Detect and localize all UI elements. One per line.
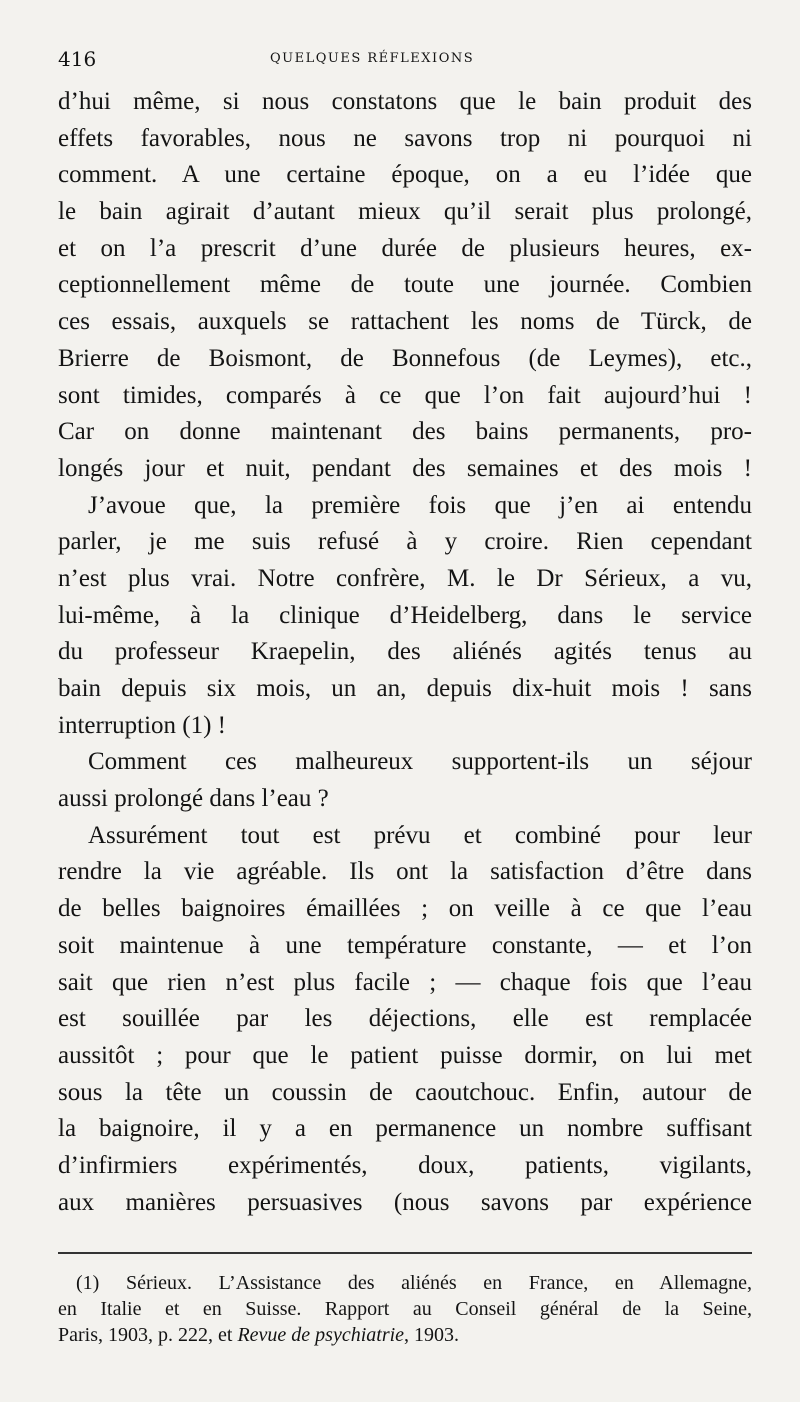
text-line: longés jour et nuit, pendant des semaines et des mois !	[58, 454, 752, 482]
text-line: Car on donne maintenant des bains permanents, pro-	[58, 418, 752, 446]
footnote-line	[58, 1322, 752, 1348]
text-line: Assurément tout est prévu et combiné pour leur	[88, 821, 752, 849]
text-line: bain depuis six mois, un an, depuis dix-huit mois ! sans	[58, 675, 752, 702]
footnote	[58, 1270, 752, 1348]
text-line: la baignoire, il y a en permanence un nombre suffisant	[58, 1115, 752, 1143]
text-line: et on l’a prescrit d’une durée de plusieurs heures, ex-	[58, 234, 752, 262]
text-line: sous la tête un coussin de caoutchouc. Enfin, autour de	[58, 1078, 752, 1106]
journal-title: Revue de psychiatrie	[237, 1324, 405, 1346]
running-title: QUELQUES RÉFLEXIONS	[270, 51, 475, 66]
text-line: ceptionnellement même de toute une journée. Combien	[58, 271, 752, 299]
body-text	[58, 84, 752, 1221]
footnote-line: en Italie et en Suisse. Rapport au Conseil général de la Seine,	[58, 1298, 752, 1320]
text-line: d’infirmiers expérimentés, doux, patients, vigilants,	[58, 1151, 752, 1179]
text-line: aux manières persuasives (nous savons par expérience	[58, 1188, 752, 1216]
text-line: aussitôt ; pour que le patient puisse dormir, on lui met	[58, 1041, 752, 1069]
text-line: Comment ces malheureux supportent-ils un séjour	[88, 748, 752, 776]
page-number: 416	[58, 47, 97, 71]
footnote-line: (1) Sérieux. L’Assistance des aliénés en France, en Allemagne,	[76, 1272, 752, 1294]
text-line: comment. A une certaine époque, on a eu l’idée que	[58, 161, 752, 189]
text-line: ces essais, auxquels se rattachent les noms de Türck, de	[58, 308, 752, 336]
text-line: n’est plus vrai. Notre confrère, M. le Dr Sérieux, a vu,	[58, 564, 752, 592]
text-line: soit maintenue à une température constante, — et l’on	[58, 931, 752, 959]
text-line: sont timides, comparés à ce que l’on fait aujourd’hui !	[58, 381, 752, 409]
page-header	[0, 44, 800, 74]
text-line: le bain agirait d’autant mieux qu’il serait plus prolongé,	[58, 198, 752, 226]
text-line: interruption (1) !	[58, 711, 227, 739]
text-line: de belles baignoires émaillées ; on veille à ce que l’eau	[58, 895, 752, 923]
text-line: Brierre de Boismont, de Bonnefous (de Leymes), etc.,	[58, 344, 752, 372]
text-line: lui-même, à la clinique d’Heidelberg, dans le service	[58, 601, 752, 629]
footnote-text: Paris, 1903, p. 222, et	[58, 1324, 238, 1346]
text-line: parler, je me suis refusé à y croire. Rien cependant	[58, 528, 752, 556]
footnote-divider	[58, 1252, 752, 1254]
text-line: rendre la vie agréable. Ils ont la satisfaction d’être dans	[58, 858, 752, 886]
text-line: d’hui même, si nous constatons que le bain produit des	[58, 88, 752, 115]
text-line: aussi prolongé dans l’eau ?	[58, 785, 329, 813]
text-line: sait que rien n’est plus facile ; — chaque fois que l’eau	[58, 968, 752, 996]
text-line: effets favorables, nous ne savons trop ni pourquoi ni	[58, 124, 752, 152]
text-line: du professeur Kraepelin, des aliénés agités tenus au	[58, 638, 752, 666]
text-line: est souillée par les déjections, elle est remplacée	[58, 1005, 752, 1033]
footnote-text: , 1903.	[404, 1324, 460, 1346]
text-line: J’avoue que, la première fois que j’en ai entendu	[88, 491, 752, 519]
